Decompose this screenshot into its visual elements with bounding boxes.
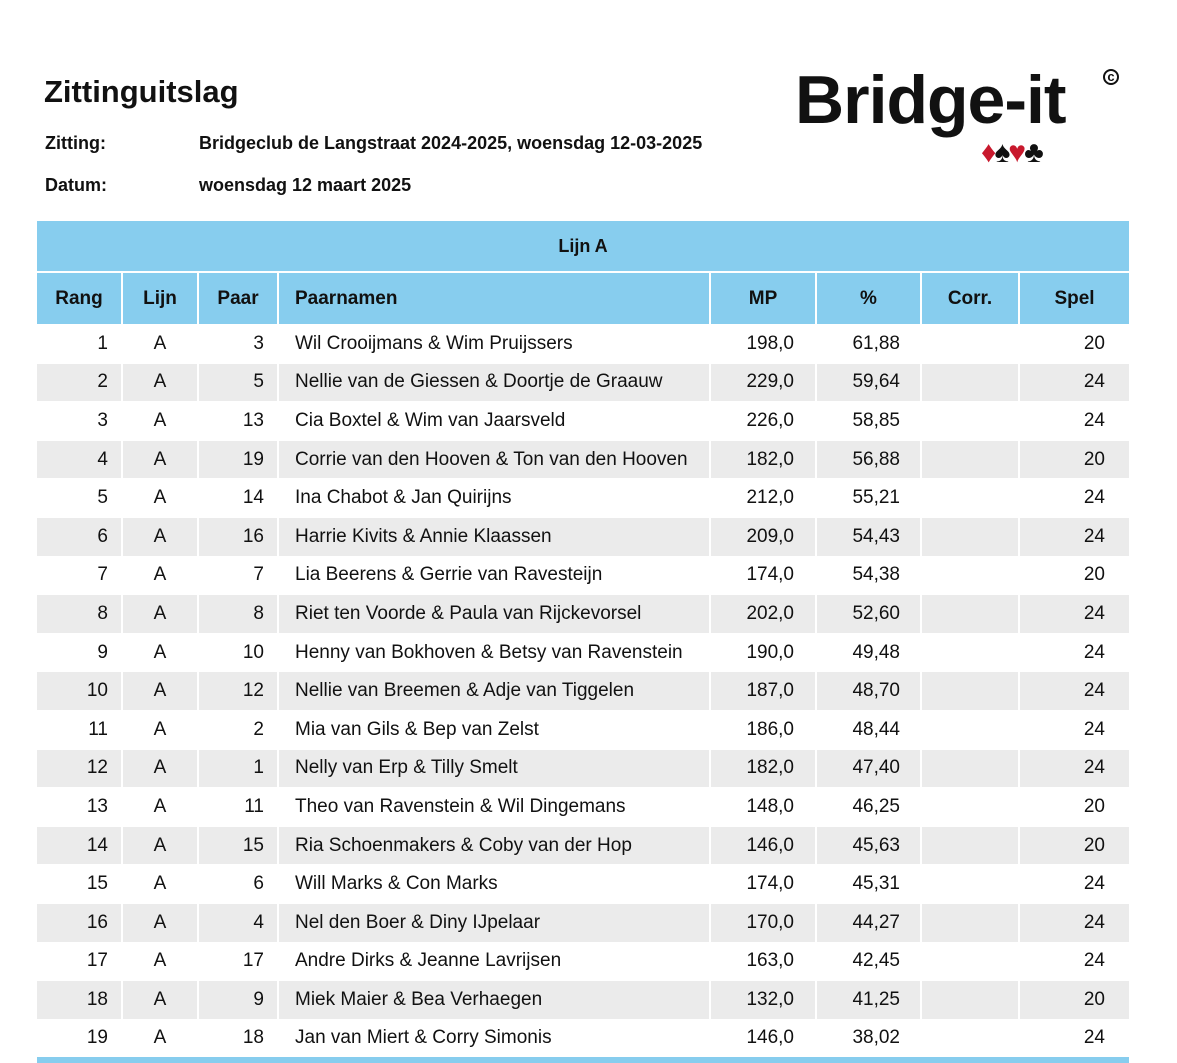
paar-cell: 18: [199, 1019, 279, 1058]
table-row: [37, 324, 1129, 363]
table-row: [37, 864, 1129, 903]
percent-cell: 54,43: [817, 517, 922, 556]
percent-cell: 54,38: [817, 556, 922, 595]
spel-cell: 24: [1020, 363, 1129, 402]
table-row: [37, 942, 1129, 981]
spel-cell: 24: [1020, 942, 1129, 981]
lijn-cell: A: [123, 749, 199, 788]
table-row: [37, 363, 1129, 402]
lijn-cell: A: [123, 710, 199, 749]
table-row: [37, 517, 1129, 556]
corr-cell: [922, 440, 1020, 479]
club-icon: ♣: [1024, 136, 1042, 169]
table-row: [37, 710, 1129, 749]
lijn-cell: A: [123, 826, 199, 865]
corr-cell: [922, 942, 1020, 981]
rang-cell: 1: [37, 324, 123, 363]
lijn-cell: A: [123, 440, 199, 479]
paarnamen-cell: Nellie van de Giessen & Doortje de Graauw: [279, 363, 711, 402]
lijn-cell: A: [123, 633, 199, 672]
paarnamen-cell: Wil Crooijmans & Wim Pruijssers: [279, 324, 711, 363]
corr-cell: [922, 401, 1020, 440]
bridge-it-logo: [795, 62, 1125, 176]
rang-cell: 14: [37, 826, 123, 865]
rang-cell: 6: [37, 517, 123, 556]
lijn-cell: A: [123, 324, 199, 363]
paarnamen-cell: Cia Boxtel & Wim van Jaarsveld: [279, 401, 711, 440]
mp-cell: 174,0: [711, 556, 817, 595]
mp-cell: 190,0: [711, 633, 817, 672]
paarnamen-cell: Harrie Kivits & Annie Klaassen: [279, 517, 711, 556]
spel-cell: 20: [1020, 826, 1129, 865]
lijn-cell: A: [123, 594, 199, 633]
percent-cell: 48,70: [817, 671, 922, 710]
mp-cell: 187,0: [711, 671, 817, 710]
lijn-cell: A: [123, 787, 199, 826]
line-header-row: [37, 221, 1129, 273]
corr-cell: [922, 864, 1020, 903]
paar-cell: 11: [199, 787, 279, 826]
rang-cell: 7: [37, 556, 123, 595]
corr-cell: [922, 517, 1020, 556]
corr-cell: [922, 903, 1020, 942]
mp-cell: 212,0: [711, 478, 817, 517]
rang-cell: 12: [37, 749, 123, 788]
page-title: Zittinguitslag: [44, 74, 239, 109]
table-row: [37, 787, 1129, 826]
paarnamen-cell: Theo van Ravenstein & Wil Dingemans: [279, 787, 711, 826]
spel-cell: 24: [1020, 1019, 1129, 1058]
lijn-cell: A: [123, 363, 199, 402]
session-value: Bridgeclub de Langstraat 2024-2025, woensdag 12-03-2025: [199, 133, 703, 153]
diamond-icon: ♦: [981, 136, 995, 169]
percent-cell: 38,02: [817, 1019, 922, 1058]
lijn-cell: A: [123, 942, 199, 981]
percent-cell: 46,25: [817, 787, 922, 826]
results-table: [37, 221, 1129, 1063]
spel-cell: 20: [1020, 556, 1129, 595]
paar-cell: 6: [199, 864, 279, 903]
rang-cell: 5: [37, 478, 123, 517]
table-row: [37, 478, 1129, 517]
paarnamen-cell: Ina Chabot & Jan Quirijns: [279, 478, 711, 517]
col-header-corr: Corr.: [922, 273, 1020, 324]
spel-cell: 20: [1020, 440, 1129, 479]
paarnamen-cell: Corrie van den Hooven & Ton van den Hooven: [279, 440, 711, 479]
spel-cell: 24: [1020, 864, 1129, 903]
paar-cell: 8: [199, 594, 279, 633]
spel-cell: 24: [1020, 478, 1129, 517]
paarnamen-cell: Will Marks & Con Marks: [279, 864, 711, 903]
corr-cell: [922, 826, 1020, 865]
percent-cell: 48,44: [817, 710, 922, 749]
table-row: [37, 903, 1129, 942]
paarnamen-cell: Jan van Miert & Corry Simonis: [279, 1019, 711, 1058]
corr-cell: [922, 594, 1020, 633]
spel-cell: 24: [1020, 517, 1129, 556]
paar-cell: 15: [199, 826, 279, 865]
paarnamen-cell: Lia Beerens & Gerrie van Ravesteijn: [279, 556, 711, 595]
mp-cell: 186,0: [711, 710, 817, 749]
lijn-cell: A: [123, 980, 199, 1019]
paar-cell: 17: [199, 942, 279, 981]
session-label: Zitting:: [45, 133, 106, 153]
percent-cell: 44,27: [817, 903, 922, 942]
line-title: Lijn A: [37, 221, 1129, 273]
corr-cell: [922, 787, 1020, 826]
spel-cell: 20: [1020, 787, 1129, 826]
mp-cell: 163,0: [711, 942, 817, 981]
corr-cell: [922, 749, 1020, 788]
mp-cell: 209,0: [711, 517, 817, 556]
percent-cell: 41,25: [817, 980, 922, 1019]
spade-icon: ♠: [994, 136, 1009, 169]
mp-cell: 174,0: [711, 864, 817, 903]
table-row: [37, 749, 1129, 788]
corr-cell: [922, 363, 1020, 402]
paarnamen-cell: Henny van Bokhoven & Betsy van Ravenstein: [279, 633, 711, 672]
percent-cell: 47,40: [817, 749, 922, 788]
column-header-row: [37, 273, 1129, 324]
rang-cell: 16: [37, 903, 123, 942]
lijn-cell: A: [123, 401, 199, 440]
corr-cell: [922, 478, 1020, 517]
rang-cell: 11: [37, 710, 123, 749]
corr-cell: [922, 556, 1020, 595]
table-row: [37, 594, 1129, 633]
mp-cell: 146,0: [711, 1019, 817, 1058]
paarnamen-cell: Andre Dirks & Jeanne Lavrijsen: [279, 942, 711, 981]
percent-cell: 45,63: [817, 826, 922, 865]
col-header-rang: Rang: [37, 273, 123, 324]
paar-cell: 2: [199, 710, 279, 749]
col-header-paar: Paar: [199, 273, 279, 324]
results-body: [37, 324, 1129, 1057]
spel-cell: 24: [1020, 401, 1129, 440]
percent-cell: 42,45: [817, 942, 922, 981]
corr-cell: [922, 633, 1020, 672]
paar-cell: 1: [199, 749, 279, 788]
table-row: [37, 633, 1129, 672]
lijn-cell: A: [123, 556, 199, 595]
spel-cell: 24: [1020, 710, 1129, 749]
col-header-lijn: Lijn: [123, 273, 199, 324]
lijn-cell: A: [123, 903, 199, 942]
col-header-mp: MP: [711, 273, 817, 324]
lijn-cell: A: [123, 517, 199, 556]
spel-cell: 24: [1020, 594, 1129, 633]
paarnamen-cell: Miek Maier & Bea Verhaegen: [279, 980, 711, 1019]
mp-cell: 198,0: [711, 324, 817, 363]
paar-cell: 12: [199, 671, 279, 710]
rang-cell: 17: [37, 942, 123, 981]
date-value: woensdag 12 maart 2025: [199, 175, 412, 195]
lijn-cell: A: [123, 671, 199, 710]
paar-cell: 10: [199, 633, 279, 672]
paar-cell: 3: [199, 324, 279, 363]
rang-cell: 9: [37, 633, 123, 672]
percent-cell: 58,85: [817, 401, 922, 440]
lijn-cell: A: [123, 1019, 199, 1058]
spel-cell: 24: [1020, 633, 1129, 672]
paarnamen-cell: Nellie van Breemen & Adje van Tiggelen: [279, 671, 711, 710]
card-suits: [981, 138, 1042, 168]
mp-cell: 202,0: [711, 594, 817, 633]
paar-cell: 5: [199, 363, 279, 402]
paar-cell: 7: [199, 556, 279, 595]
mp-cell: 229,0: [711, 363, 817, 402]
corr-cell: [922, 980, 1020, 1019]
table-row: [37, 401, 1129, 440]
percent-cell: 55,21: [817, 478, 922, 517]
paar-cell: 14: [199, 478, 279, 517]
mp-cell: 148,0: [711, 787, 817, 826]
corr-cell: [922, 324, 1020, 363]
rang-cell: 8: [37, 594, 123, 633]
paarnamen-cell: Nel den Boer & Diny IJpelaar: [279, 903, 711, 942]
corr-cell: [922, 671, 1020, 710]
paar-cell: 13: [199, 401, 279, 440]
mp-cell: 146,0: [711, 826, 817, 865]
paar-cell: 19: [199, 440, 279, 479]
table-bottom-bar: [37, 1057, 1129, 1063]
rang-cell: 10: [37, 671, 123, 710]
rang-cell: 4: [37, 440, 123, 479]
spel-cell: 24: [1020, 903, 1129, 942]
spel-cell: 24: [1020, 671, 1129, 710]
logo-wordmark: Bridge-it: [795, 62, 1066, 138]
mp-cell: 226,0: [711, 401, 817, 440]
table-row: [37, 1019, 1129, 1058]
percent-cell: 56,88: [817, 440, 922, 479]
mp-cell: 182,0: [711, 440, 817, 479]
paar-cell: 16: [199, 517, 279, 556]
rang-cell: 18: [37, 980, 123, 1019]
col-header-percent: %: [817, 273, 922, 324]
percent-cell: 61,88: [817, 324, 922, 363]
mp-cell: 132,0: [711, 980, 817, 1019]
table-row: [37, 980, 1129, 1019]
paarnamen-cell: Mia van Gils & Bep van Zelst: [279, 710, 711, 749]
rang-cell: 19: [37, 1019, 123, 1058]
table-row: [37, 440, 1129, 479]
rang-cell: 13: [37, 787, 123, 826]
paar-cell: 4: [199, 903, 279, 942]
date-label: Datum:: [45, 175, 107, 195]
col-header-spel: Spel: [1020, 273, 1129, 324]
paar-cell: 9: [199, 980, 279, 1019]
rang-cell: 2: [37, 363, 123, 402]
copyright-icon: c: [1103, 69, 1119, 85]
table-row: [37, 556, 1129, 595]
lijn-cell: A: [123, 478, 199, 517]
percent-cell: 59,64: [817, 363, 922, 402]
paarnamen-cell: Ria Schoenmakers & Coby van der Hop: [279, 826, 711, 865]
spel-cell: 20: [1020, 324, 1129, 363]
corr-cell: [922, 710, 1020, 749]
percent-cell: 45,31: [817, 864, 922, 903]
paarnamen-cell: Nelly van Erp & Tilly Smelt: [279, 749, 711, 788]
mp-cell: 170,0: [711, 903, 817, 942]
percent-cell: 52,60: [817, 594, 922, 633]
heart-icon: ♥: [1008, 136, 1025, 169]
table-row: [37, 826, 1129, 865]
mp-cell: 182,0: [711, 749, 817, 788]
table-row: [37, 671, 1129, 710]
rang-cell: 3: [37, 401, 123, 440]
lijn-cell: A: [123, 864, 199, 903]
percent-cell: 49,48: [817, 633, 922, 672]
paarnamen-cell: Riet ten Voorde & Paula van Rijckevorsel: [279, 594, 711, 633]
spel-cell: 24: [1020, 749, 1129, 788]
col-header-paarnamen: Paarnamen: [279, 273, 711, 324]
spel-cell: 20: [1020, 980, 1129, 1019]
rang-cell: 15: [37, 864, 123, 903]
corr-cell: [922, 1019, 1020, 1058]
